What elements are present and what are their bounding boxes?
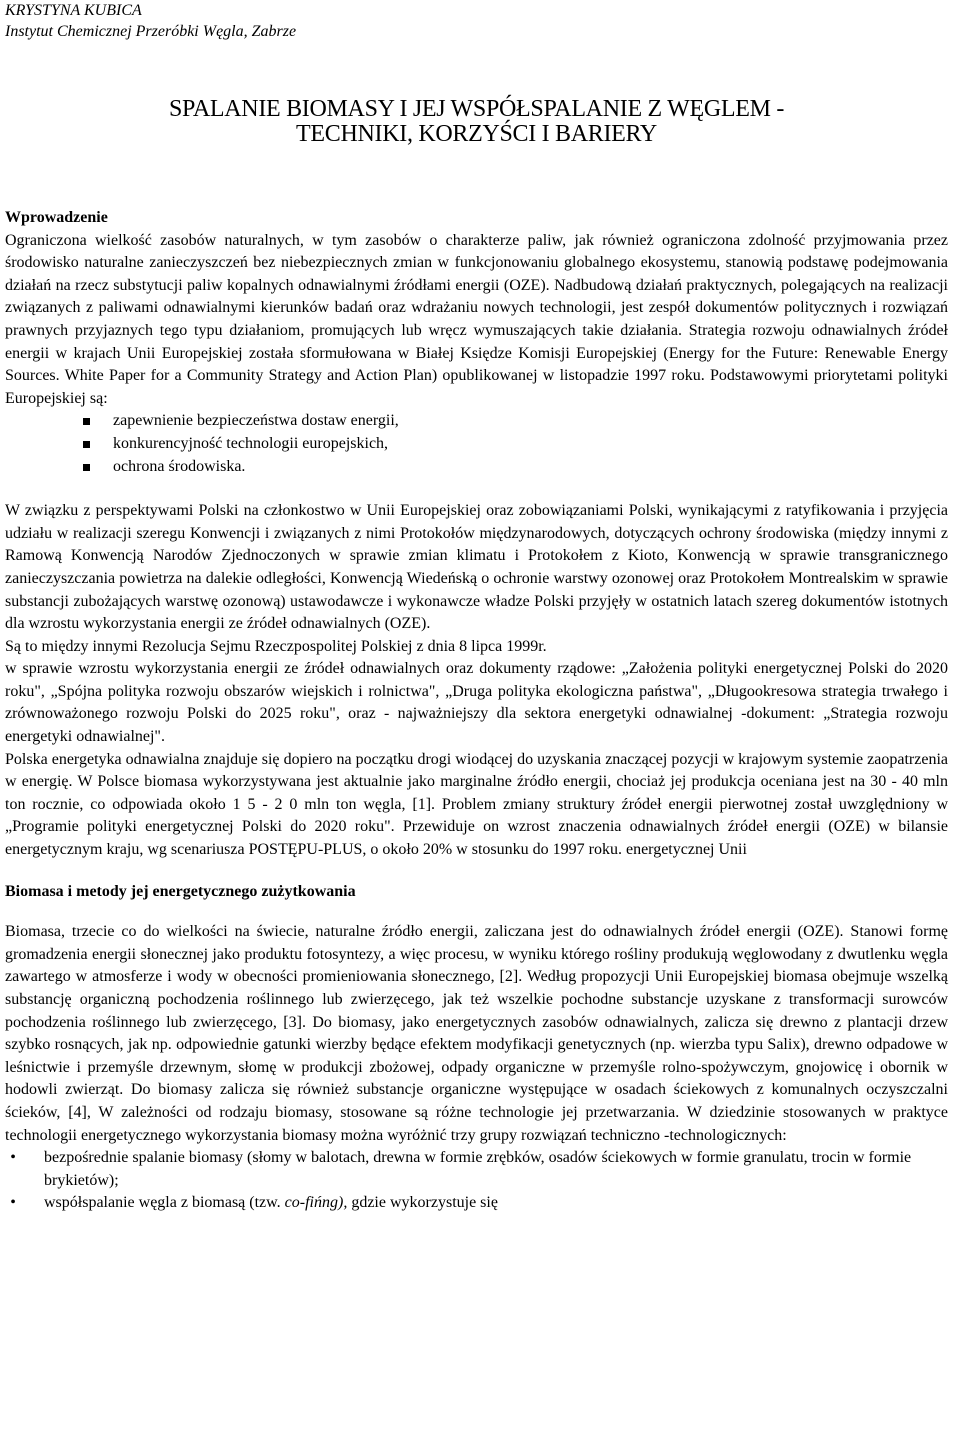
intro-paragraph-4: w sprawie wzrostu wykorzystania energii ze źródeł odnawialnych oraz dokumenty rządowe: „Założenia polityki energetycznej Polski do 2020 roku", „Spójna polityka rozwoju obszarów wiejskich i rolnictwa", „Druga polityka ekologiczna państwa", „Długookresowa strategia trwałego i zrównoważonego rozwoju Polski do 2025 roku", oraz - najważniejszy dla sektora energetyki odnawialnej -dokument: „Strategia rozwoju energetyki odnawialnej". (5, 660, 948, 746)
document-title (5, 97, 948, 147)
list-item (5, 1192, 948, 1215)
methods-list (5, 1147, 948, 1215)
list-item (5, 1147, 948, 1192)
list-item (83, 410, 948, 433)
title-line-1: SPALANIE BIOMASY I JEJ WSPÓŁSPALANIE Z WĘGLEM - (168, 96, 785, 122)
intro-paragraph-1: Ograniczona wielkość zasobów naturalnych, w tym zasobów o charakterze paliw, jak również ograniczona zdolność przyjmowania przez środowisko naturalne zanieczyszczeń bez niebezpiecznych zmian w funkcjonowaniu globalnego ekosystemu, stanowią podstawę podejmowania działań na rzecz substytucji paliw kopalnych odnawialnymi źródłami energii (OZE). Nadbudową działań praktycznych, polegających na realizacji związanych z paliwami odnawialnymi kierunków badań oraz wdrażaniu nowych technologii, jest zespół dokumentów politycznych i rozwiązań prawnych przyjaznych tego typu działaniom, promujących lub wręcz wymuszających takie działania. Strategia rozwoju odnawialnych źródeł energii w krajach Unii Europejskiej została sformułowana w Białej Księdze Komisji Europejskiej (Energy for the Future: Renewable Energy Sources. White Paper for a Community Strategy and Action Plan) opublikowanej w listopadzie 1997 roku. Podstawowymi priorytetami polityki Europejskiej są: (5, 231, 948, 407)
title-line-2: TECHNIKI, KORZYŚCI I BARIERY (296, 121, 657, 147)
square-bullet-icon (83, 464, 90, 471)
list-item-text-italic: co-fińng), (284, 1194, 348, 1212)
intro-paragraph-5: Polska energetyka odnawialna znajduje się dopiero na początku drogi wiodącej do uzyskania znaczącej pozycji w krajowym systemie zaopatrzenia w energię. W Polsce biomasa wykorzystywana jest aktualnie jako marginalne źródło energii, chociaż jej produkcja oceniana jest na 30 - 40 mln ton rocznie, co odpowiada około 1 5 - 2 0 mln ton węgla, [1]. Problem zmiany struktury źródeł energii pierwotnej został uwzględniony w „Programie polityki energetycznej Polski do 2020 roku". Przewiduje on wzrost znaczenia odnawialnych źródeł energii (OZE) w bilansie energetycznym kraju, wg scenariusza POSTĘPU-PLUS, o około 20% w stosunku do 1997 roku. energetycznej Unii (5, 750, 948, 859)
section-heading-intro: Wprowadzenie (5, 209, 108, 226)
list-item (83, 456, 948, 479)
list-item-text: ochrona środowiska. (113, 457, 246, 475)
intro-paragraph-3: Są to między innymi Rezolucja Sejmu Rzeczpospolitej Polskiej z dnia 8 lipca 1999r. (5, 637, 547, 655)
list-item-text-part: gdzie wykorzystuje się (347, 1194, 498, 1212)
square-bullet-icon (83, 418, 90, 425)
list-item (83, 433, 948, 456)
author-institution: Instytut Chemicznej Przeróbki Węgla, Zabrze (5, 23, 297, 40)
section-heading-biomass: Biomasa i metody jej energetycznego zużytkowania (5, 882, 356, 900)
list-item-text: bezpośrednie spalanie biomasy (słomy w balotach, drewna w formie zrębków, osadów ściekowych w formie granulatu, trocin w formie brykietów); (44, 1149, 912, 1189)
intro-paragraph-2: W związku z perspektywami Polski na członkostwo w Unii Europejskiej oraz zobowiązaniami Polski, wynikającymi z ratyfikowania i przyjęcia udziału w realizacji szeregu Konwencji i związanych z nimi Protokołów międzynarodowych, dotyczących ochrony środowiska (między innymi z Ramową Konwencją Narodów Zjednoczonych w sprawie zmian klimatu i Protokołem z Kioto, Konwencją w sprawie transgranicznego zanieczyszczania powietrza na dalekie odległości, Konwencją Wiedeńską o ochronie warstwy ozonowej oraz Protokołem Montrealskim w sprawie substancji zubożających warstwę ozonową) ustawodawcze i wykonawcze władze Polski przyjęły w ostatnich latach szereg dokumentów istotnych dla wzrostu wykorzystania energii ze źródeł odnawialnych (OZE). (5, 502, 948, 633)
priorities-list (5, 410, 948, 478)
list-item-text: zapewnienie bezpieczeństwa dostaw energii, (113, 412, 399, 430)
author-name: KRYSTYNA KUBICA (5, 2, 142, 19)
biomass-paragraph-1: Biomasa, trzecie co do wielkości na świecie, naturalne źródło energii, zaliczana jest do odnawialnych źródeł energii (OZE). Stanowi formę gromadzenia energii słonecznej jako produktu fotosyntezy, a więc procesu, w wyniku którego rośliny produkują węglowodany z dwutlenku węgla zawartego w atmosferze i wody w obecności promieniowania słonecznego, [2]. Według propozycji Unii Europejskiej biomasa obejmuje wszelką substancję organiczną pochodzenia roślinnego lub zwierzęcego, jak też wszelkie pochodne substancje uzyskane z transformacji surowców pochodzenia roślinnego lub zwierzęcego, [3]. Do biomasy, jako energetycznych zasobów odnawialnych, zalicza się drewno z plantacji drzew szybko rosnących, jak np. odpowiednie gatunki wierzby będące efektem modyfikacji genetycznych (np. wierzba typu Salix), drewno odpadowe w leśnictwie i przemyśle drzewnym, słomę w produkcji zbożowej, odpady organiczne w przemyśle rolno-spożywczym, gnojowicę i obornik w hodowli zwierząt. Do biomasy zalicza się również substancje organiczne występujące w osadach ściekowych z komunalnych oczyszczalni ścieków, [4], W zależności od rodzaju biomasy, stosowane są różne technologie jej przetwarzania. W dziedzinie stosowanych w praktyce technologii energetycznego wykorzystania biomasy można wyróżnić trzy grupy rozwiązań techniczno -technologicznych: (5, 923, 948, 1144)
author-block (5, 0, 948, 42)
list-item-text-part: współspalanie węgla z biomasą (tzw. (44, 1194, 285, 1212)
bullet-icon: • (10, 1149, 16, 1167)
bullet-icon: • (10, 1194, 16, 1212)
list-item-text: konkurencyjność technologii europejskich, (113, 434, 389, 452)
square-bullet-icon (83, 441, 90, 448)
